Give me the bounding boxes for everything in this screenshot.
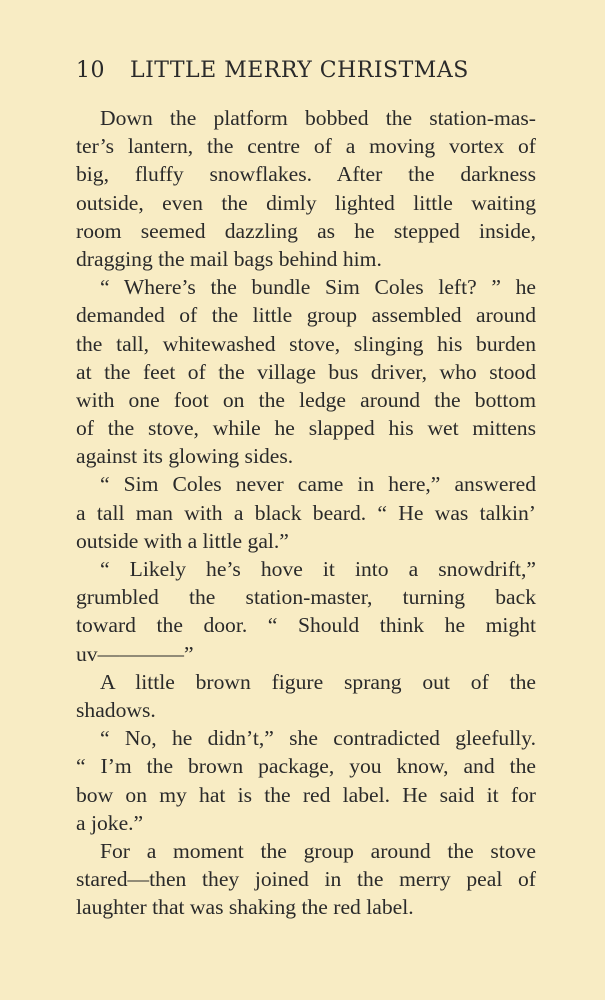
body-text — [76, 104, 536, 921]
text-line: “ Sim Coles never came in here,” answered — [100, 472, 536, 497]
text-line: “ Where’s the bundle Sim Coles left? ” he — [100, 275, 536, 300]
text-line: the tall, whitewashed stove, slinging his burden — [76, 331, 536, 356]
text-line: Down the platform bobbed the station-mas- — [100, 106, 536, 130]
text-line: of the stove, while he slapped his wet mittens — [76, 416, 536, 441]
text-line: bow on my hat is the red label. He said it for — [76, 782, 536, 807]
running-header — [76, 58, 532, 92]
text-line: big, fluffy snowflakes. After the darkness — [76, 162, 536, 187]
text-line: outside, even the dimly lighted little waiting — [76, 190, 536, 215]
paragraph — [76, 273, 536, 470]
text-line: room seemed dazzling as he stepped inside, — [76, 218, 536, 243]
text-line: demanded of the little group assembled around — [76, 303, 536, 328]
text-line: grumbled the station-master, turning back — [76, 585, 536, 610]
paragraph — [76, 104, 536, 273]
text-line: a joke.” — [76, 810, 144, 835]
text-line: “ Likely he’s hove it into a snowdrift,” — [100, 557, 536, 581]
text-line: against its glowing sides. — [76, 444, 294, 469]
paragraph — [76, 837, 536, 922]
text-line: A little brown figure sprang out of the — [100, 669, 536, 694]
text-line: “ No, he didn’t,” she contradicted gleefully. — [100, 726, 536, 751]
running-title: LITTLE MERRY CHRISTMAS — [130, 58, 469, 83]
text-line: “ I’m the brown package, you know, and the — [76, 754, 536, 779]
text-line: dragging the mail bags behind him. — [76, 246, 382, 271]
text-line: For a moment the group around the stove — [100, 838, 536, 863]
text-line: laughter that was shaking the red label. — [76, 895, 414, 920]
paragraph — [76, 470, 536, 555]
text-line: stared—then they joined in the merry peal of — [76, 867, 536, 892]
text-line: outside with a little gal.” — [76, 528, 289, 553]
text-line: toward the door. “ Should think he might — [76, 613, 536, 638]
text-line: ter’s lantern, the centre of a moving vortex of — [76, 134, 536, 159]
text-line: uv————” — [76, 641, 194, 666]
text-line: at the feet of the village bus driver, who stood — [76, 359, 536, 384]
paragraph — [76, 555, 536, 668]
paragraph — [76, 724, 536, 837]
paragraph — [76, 668, 536, 724]
text-line: a tall man with a black beard. “ He was talkin’ — [76, 500, 536, 525]
page-number: 10 — [76, 58, 105, 83]
text-line: shadows. — [76, 697, 156, 722]
text-line: with one foot on the ledge around the bottom — [76, 387, 536, 412]
